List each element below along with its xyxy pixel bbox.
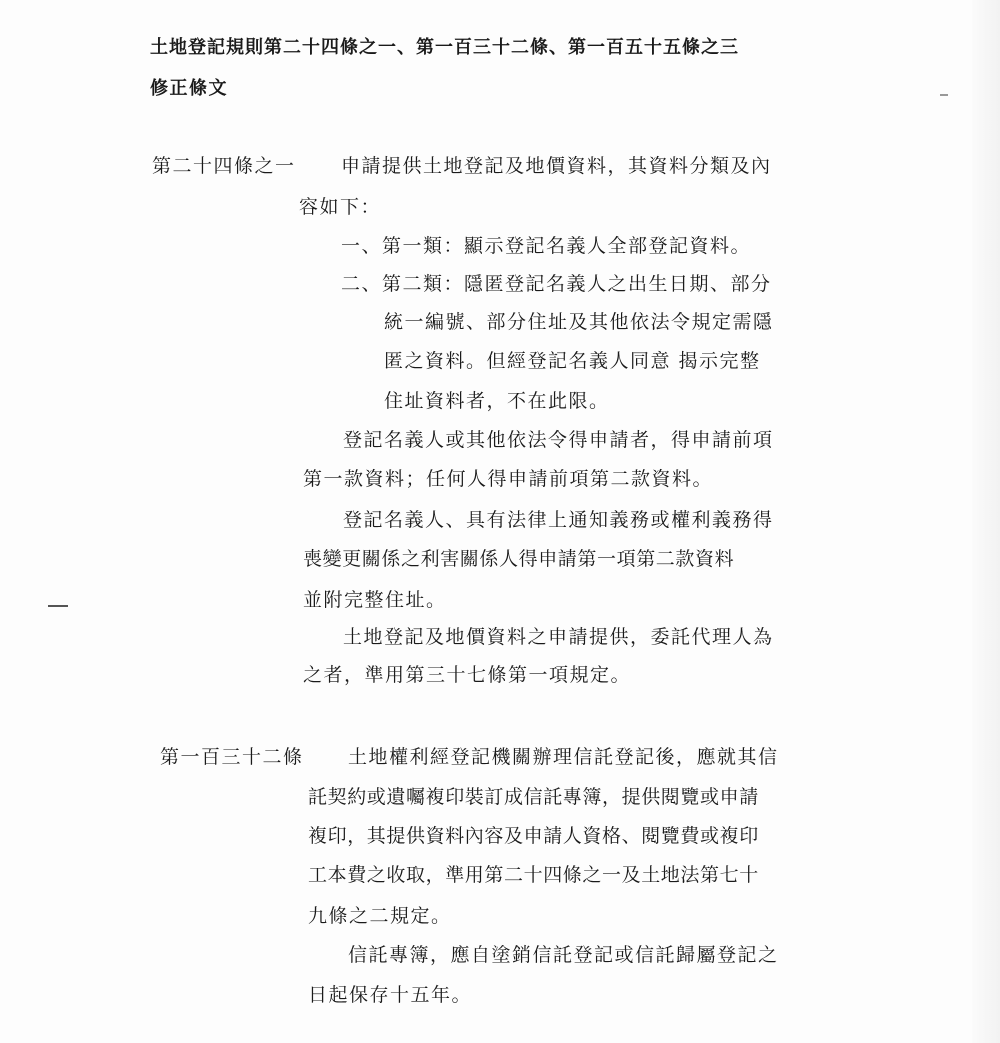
article-24-1-line-9: 第一款資料；任何人得申請前項第二款資料。	[303, 468, 714, 490]
article-24-1-line-6: 匿之資料。但經登記名義人同意 揭示完整	[384, 350, 761, 372]
article-24-1-line-1: 申請提供土地登記及地價資料，其資料分類及內	[341, 155, 772, 177]
article-132-line-5: 九條之二規定。	[308, 905, 452, 927]
article-24-1-line-13: 土地登記及地價資料之申請提供，委託代理人為	[343, 626, 774, 648]
article-132-line-4: 工本費之收取，準用第二十四條之一及土地法第七十	[308, 864, 759, 886]
article-24-1-line-4: 二、第二類：隱匿登記名義人之出生日期、部分	[341, 273, 772, 295]
article-24-1-line-7: 住址資料者，不在此限。	[384, 390, 610, 412]
article-24-1-line-12: 並附完整住址。	[303, 589, 447, 611]
document-title-line-1: 土地登記規則第二十四條之一、第一百三十二條、第一百五十五條之三	[150, 37, 739, 58]
article-24-1-line-14: 之者，準用第三十七條第一項規定。	[303, 664, 632, 686]
article-24-1-line-2: 容如下：	[299, 196, 382, 218]
article-24-1-line-5: 統一編號、部分住址及其他依法令規定需隱	[384, 311, 774, 333]
article-132-line-3: 複印，其提供資料內容及申請人資格、閱覽費或複印	[308, 825, 759, 847]
article-132-line-7: 日起保存十五年。	[308, 984, 473, 1006]
article-132-line-2: 託契約或遺囑複印裝訂成信託專簿，提供閱覽或申請	[308, 786, 759, 808]
article-132-line-1: 土地權利經登記機關辦理信託登記後，應就其信	[348, 746, 779, 768]
document-title-line-2: 修正條文	[150, 78, 228, 99]
article-24-1-line-3: 一、第一類：顯示登記名義人全部登記資料。	[341, 235, 752, 257]
page-edge-shadow	[972, 0, 1000, 1043]
scan-mark	[48, 605, 68, 607]
article-24-1-line-8: 登記名義人或其他依法令得申請者，得申請前項	[343, 429, 774, 451]
scan-mark	[940, 94, 948, 96]
article-24-1-heading: 第二十四條之一	[152, 155, 296, 177]
article-24-1-line-10: 登記名義人、具有法律上通知義務或權利義務得	[343, 509, 774, 531]
article-132-line-6: 信託專簿，應自塗銷信託登記或信託歸屬登記之	[348, 944, 779, 966]
article-24-1-line-11: 喪變更關係之利害關係人得申請第一項第二款資料	[303, 548, 735, 570]
article-132-heading: 第一百三十二條	[160, 746, 304, 768]
